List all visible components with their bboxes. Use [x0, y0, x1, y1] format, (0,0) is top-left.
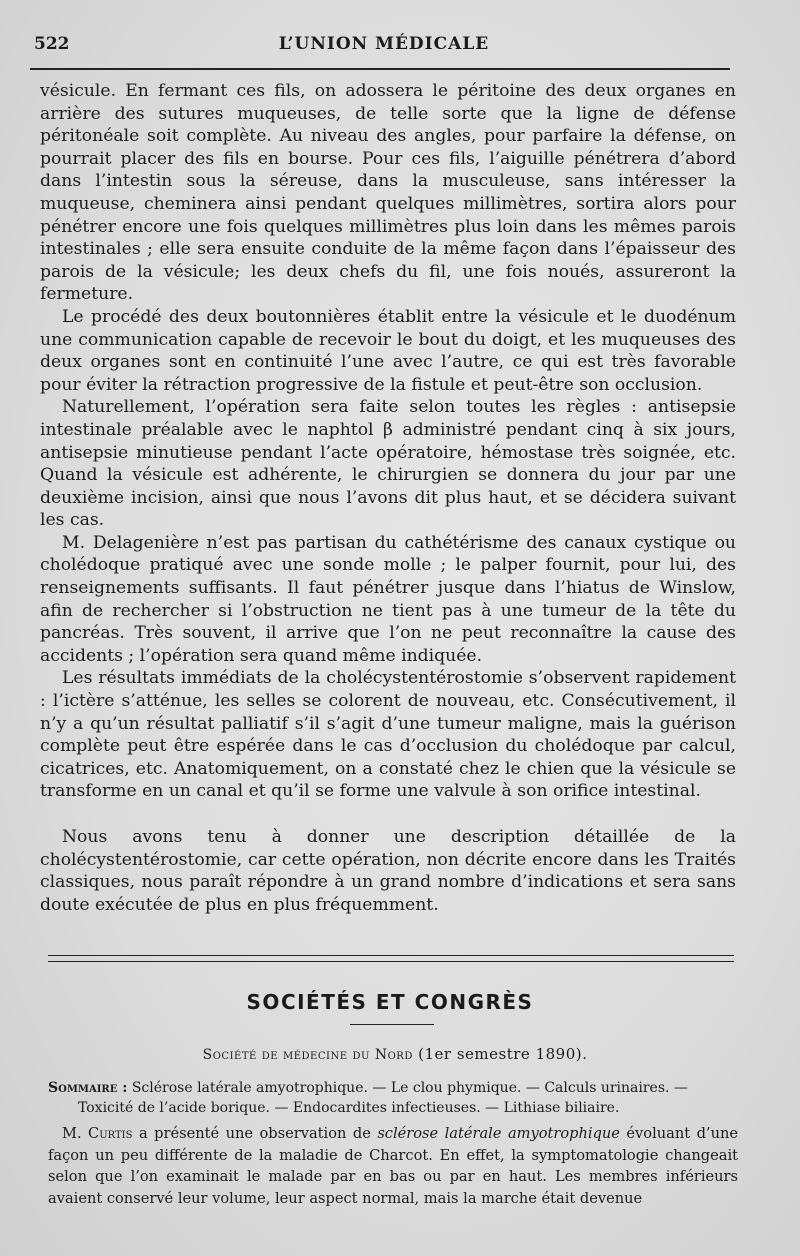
summary: [48, 1078, 738, 1118]
article-paragraph-2: Le procédé des deux boutonnières établit entre la vésicule et le duodénum une communication capable de recevoir le bout du doigt, et les muqueuses des deux organes sont en continuité l’une avec l’autre, ce qui est très favorable pour éviter la rétraction progressive de la fistule et peut-être son occlusion.: [40, 306, 736, 395]
disease-name: sclérose latérale amyotrophique: [377, 1125, 620, 1142]
article-body: [40, 80, 736, 916]
society-period: (1er semestre 1890).: [418, 1045, 588, 1063]
summary-line-2: Toxicité de l’acide borique. — Endocardites infectieuses. — Lithiase biliaire.: [78, 1100, 620, 1116]
society-name: Société de médecine du Nord: [202, 1047, 413, 1063]
article-paragraph-5: Les résultats immédiats de la cholécystentérostomie s’observent rapidement : l’ictère s’atténue, les selles se colorent de nouveau, etc. Consécutivement, il n’y a qu’un résultat palliatif s’il s’agit d’une tumeur maligne, mais la guérison complète peut être espérée dans le cas d’occlusion du cholédoque par calcul, cicatrices, etc. Anatomiquement, on a constaté chez le chien que la vésicule se transforme en un canal et qu’il se forme une valvule à son orifice intestinal.: [40, 668, 736, 802]
summary-label: Sommaire :: [48, 1080, 128, 1096]
report-text-b: évoluant d’une façon un peu différente de la maladie de Charcot. En effet, la symptomatologie changeait selon que l’on examinait le malade par en bas ou par en haut. Les membres inférieurs avaient conservé leur volume, leur aspect normal, mais la marche était devenue: [48, 1125, 739, 1207]
article-paragraph-4: M. Delagenière n’est pas partisan du cathétérisme des canaux cystique ou cholédoque pratiqué avec une sonde molle ; le palper fournit, pour lui, des renseignements suffisants. Il faut pénétrer jusque dans l’hiatus de Winslow, afin de rechercher si l’obstruction ne tient pas à une tumeur de la tête du pancréas. Très souvent, il arrive que l’on ne peut reconnaître la cause des accidents ; l’opération sera quand même indiquée.: [40, 532, 736, 666]
section-title-rule: [350, 1024, 434, 1025]
page-header: [34, 34, 734, 58]
society-report: [48, 1123, 738, 1209]
running-title: L’UNION MÉDICALE: [278, 34, 490, 54]
society-heading: [0, 1045, 790, 1063]
summary-line-1: Sclérose latérale amyotrophique. — Le clou phymique. — Calculs urinaires. —: [131, 1080, 688, 1096]
article-paragraph-3: Naturellement, l’opération sera faite selon toutes les règles : antisepsie intestinale préalable avec le naphtol β administré pendant cinq à six jours, antisepsie minutieuse pendant l’acte opératoire, hémostase très soignée, etc. Quand la vésicule est adhérente, le chirurgien se donnera du jour par une deuxième incision, ainsi que nous l’avons dit plus haut, et se décidera suivant les cas.: [40, 397, 736, 531]
report-paragraph: [48, 1123, 738, 1209]
article-paragraph-1: vésicule. En fermant ces fils, on adossera le péritoine des deux organes en arrière des sutures muqueuses, de telle sorte que la ligne de défense péritonéale soit complète. Au niveau des angles, pour parfaire la défense, on pourrait placer des fils en bourse. Pour ces fils, l’aiguille pénétrera d’abord dans l’intestin sous la séreuse, dans la musculeuse, sans intéresser la muqueuse, cheminera ainsi pendant quelques millimètres, sortira alors pour pénétrer encore une fois quelques millimètres plus loin dans les mêmes parois intestinales ; elle sera ensuite conduite de la même façon dans l’épaisseur des parois de la vésicule; les deux chefs du fil, une fois noués, assureront la fermeture.: [40, 81, 736, 305]
section-divider: [48, 955, 734, 962]
page-number: 522: [34, 34, 70, 54]
header-rule: [30, 68, 730, 70]
article-paragraph-6: Nous avons tenu à donner une description détaillée de la cholécystentérostomie, car cette opération, non décrite encore dans les Traités classiques, nous paraît répondre à un grand nombre d’indications et sera sans doute exécutée de plus en plus fréquemment.: [40, 827, 736, 915]
report-text-a: a présenté une observation de: [132, 1125, 378, 1142]
author-name: M. Curtis: [62, 1125, 133, 1142]
section-title: SOCIÉTÉS ET CONGRÈS: [246, 990, 534, 1014]
